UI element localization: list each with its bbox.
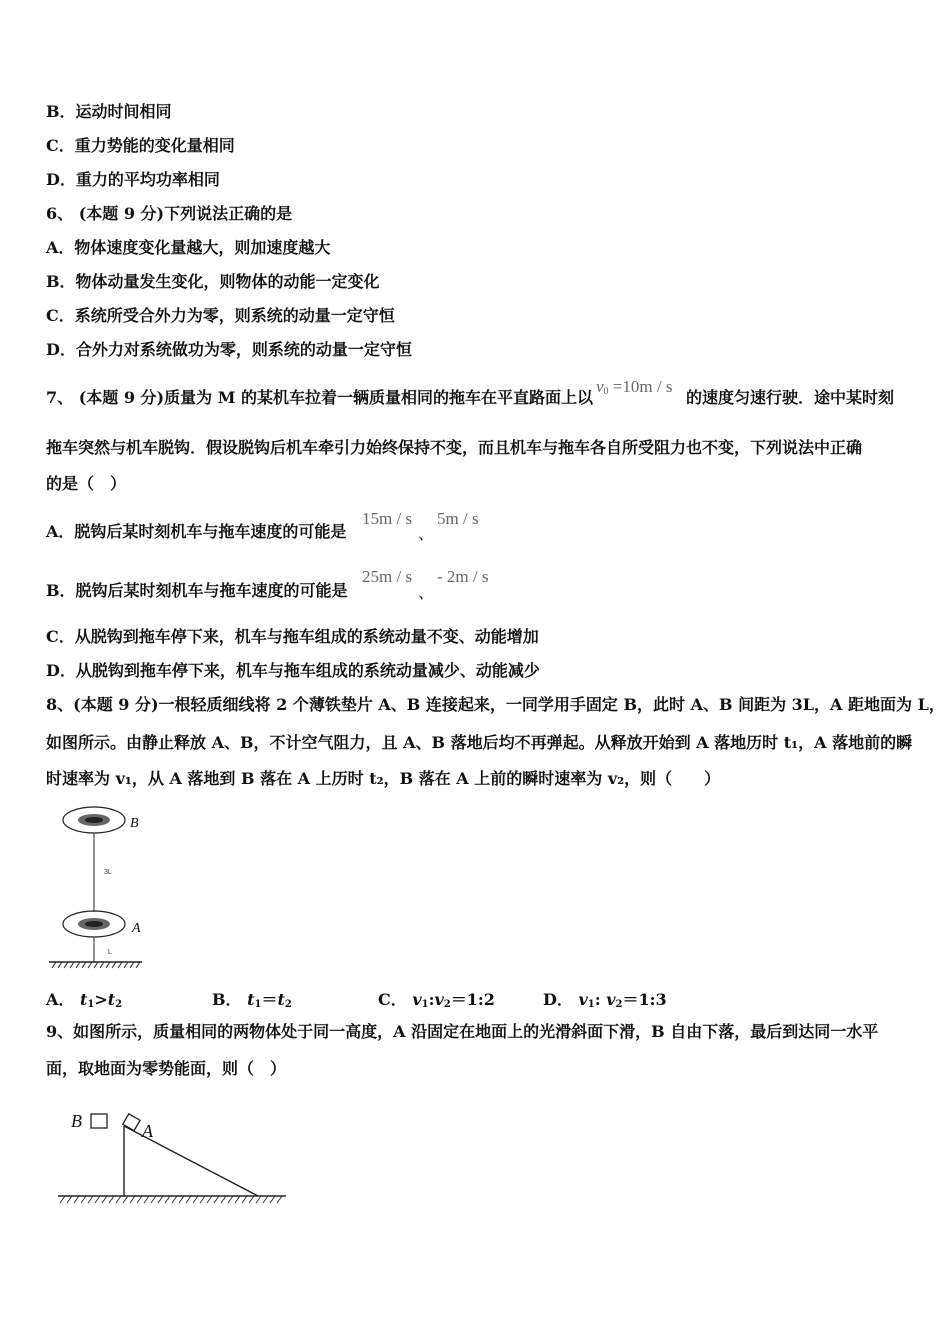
ground-hatch <box>52 962 140 968</box>
option-text: 物体动量发生变化，则物体的动能一定变化 <box>75 272 380 291</box>
q6-option-c <box>46 306 395 326</box>
q9-figure <box>54 1102 294 1214</box>
label-A: A <box>132 921 141 936</box>
q7-stem-part1: 7、 (本题 9 分)质量为 M 的某机车拉着一辆质量相同的拖车在平直路面上以 <box>46 388 593 407</box>
sub: 2 <box>284 999 292 1010</box>
incline-slope <box>124 1126 258 1196</box>
q7-option-b-sep: 、 <box>418 583 435 602</box>
operator: : <box>594 990 607 1009</box>
var: t <box>80 990 88 1009</box>
q7-option-a-v1: 15m / s <box>362 509 413 528</box>
q6-option-d <box>46 340 412 360</box>
q8-figure <box>46 800 156 972</box>
q7-stem-line3: 的是（ ） <box>46 474 127 493</box>
operator: ＝ <box>261 990 278 1009</box>
option-text: 合外力对系统做功为零，则系统的动量一定守恒 <box>75 340 412 359</box>
option-label: B． <box>46 102 76 121</box>
v-symbol: v <box>596 377 604 396</box>
option-text: 重力的平均功率相同 <box>75 170 220 189</box>
label-3L: 3L <box>104 869 112 876</box>
sub: 2 <box>443 999 451 1010</box>
option-label: B． <box>46 272 76 291</box>
q7-option-d <box>46 661 540 681</box>
option-label: C． <box>46 136 75 155</box>
q9-stem-line1: 9、如图所示，质量相同的两物体处于同一高度，A 沿固定在地面上的光滑斜面下滑，B 自由下落，最后到达同一水平 <box>46 1022 879 1041</box>
q7-option-a-sep: 、 <box>418 524 435 543</box>
q8-option-c <box>378 987 495 1010</box>
option-label: A． <box>46 522 75 541</box>
q8-stem-line3: 时速率为 v₁，从 A 落地到 B 落在 A 上历时 t₂，B 落在 A 上前的瞬时速率为 v₂，则（ ） <box>46 769 721 788</box>
q7-option-b-v2: - 2m / s <box>437 567 489 586</box>
option-label: D． <box>46 661 76 680</box>
option-text: 脱钩后某时刻机车与拖车速度的可能是 <box>75 581 348 600</box>
sub: 1 <box>587 999 595 1010</box>
plate-b-core <box>85 817 103 823</box>
ground-hatch <box>60 1196 282 1203</box>
label-L: L <box>108 949 112 956</box>
label-A: A <box>142 1121 153 1141</box>
var: v <box>434 990 444 1009</box>
label-B: B <box>71 1111 82 1131</box>
q9-stem-line2: 面，取地面为零势能面，则（ ） <box>46 1059 287 1078</box>
ratio: ＝1:2 <box>450 990 495 1009</box>
q7-stem-line2: 拖车突然与机车脱钩．假设脱钩后机车牵引力始终保持不变，而且机车与拖车各自所受阻力也不变，下列说法中正确 <box>46 438 863 457</box>
option-label: C． <box>46 627 75 646</box>
option-text: 脱钩后某时刻机车与拖车速度的可能是 <box>74 522 347 541</box>
q7-v0-formula <box>596 377 672 397</box>
q5-option-d <box>46 170 220 190</box>
q6-option-a <box>46 238 330 258</box>
option-label: B． <box>212 990 242 1009</box>
option-label: D． <box>46 340 76 359</box>
option-label: A． <box>46 238 75 257</box>
block-a <box>123 1114 140 1131</box>
var: v <box>606 990 616 1009</box>
q8-option-b <box>212 987 292 1010</box>
option-text: 物体速度变化量越大，则加速度越大 <box>74 238 331 257</box>
q7-stem-part2: 的速度匀速行驶．途中某时刻 <box>686 388 895 407</box>
var: v <box>578 990 588 1009</box>
option-label: C． <box>46 306 75 325</box>
option-text: 重力势能的变化量相同 <box>74 136 235 155</box>
q6-stem: 6、 (本题 9 分)下列说法正确的是 <box>46 204 293 223</box>
q7-option-b <box>46 581 348 601</box>
option-text: 系统所受合外力为零，则系统的动量一定守恒 <box>74 306 395 325</box>
q5-option-c <box>46 136 235 156</box>
q7-option-a-v2: 5m / s <box>437 509 479 528</box>
v-subscript: 0 <box>603 386 609 397</box>
v0-value: =10m / s <box>612 377 673 396</box>
operator: > <box>94 990 108 1009</box>
option-text: 运动时间相同 <box>75 102 172 121</box>
plate-a-core <box>85 921 103 927</box>
option-text: 从脱钩到拖车停下来，机车与拖车组成的系统动量不变、动能增加 <box>74 627 539 646</box>
q8-option-d <box>543 987 667 1010</box>
sub: 1 <box>87 999 95 1010</box>
sub: 2 <box>615 999 623 1010</box>
ratio: ＝1:3 <box>622 990 667 1009</box>
q7-option-c <box>46 627 539 647</box>
sub: 1 <box>254 999 262 1010</box>
q8-stem-line1: 8、(本题 9 分)一根轻质细线将 2 个薄铁垫片 A、B 连接起来，一同学用手固定 B，此时 A、B 间距为 3L，A 距地面为 L， <box>46 695 945 714</box>
sub: 1 <box>421 999 429 1010</box>
q8-option-a <box>46 987 122 1010</box>
option-label: D． <box>543 990 573 1009</box>
label-B: B <box>130 816 139 831</box>
option-label: C． <box>378 990 407 1009</box>
q8-stem-line2: 如图所示。由静止释放 A、B，不计空气阻力，且 A、B 落地后均不再弹起。从释放开始到 A 落地历时 t₁，A 落地前的瞬 <box>46 733 913 752</box>
q5-option-b <box>46 102 172 122</box>
var: t <box>247 990 255 1009</box>
q7-option-b-v1: 25m / s <box>362 567 413 586</box>
option-text: 从脱钩到拖车停下来，机车与拖车组成的系统动量减少、动能减少 <box>75 661 540 680</box>
sub: 2 <box>115 999 123 1010</box>
option-label: D． <box>46 170 76 189</box>
q6-option-b <box>46 272 380 292</box>
q7-option-a <box>46 522 346 542</box>
operator: : <box>428 990 435 1009</box>
var: t <box>277 990 285 1009</box>
option-label: A． <box>46 990 75 1009</box>
var: t <box>107 990 116 1009</box>
block-b <box>91 1114 107 1128</box>
option-label: B． <box>46 581 76 600</box>
var: v <box>412 990 422 1009</box>
